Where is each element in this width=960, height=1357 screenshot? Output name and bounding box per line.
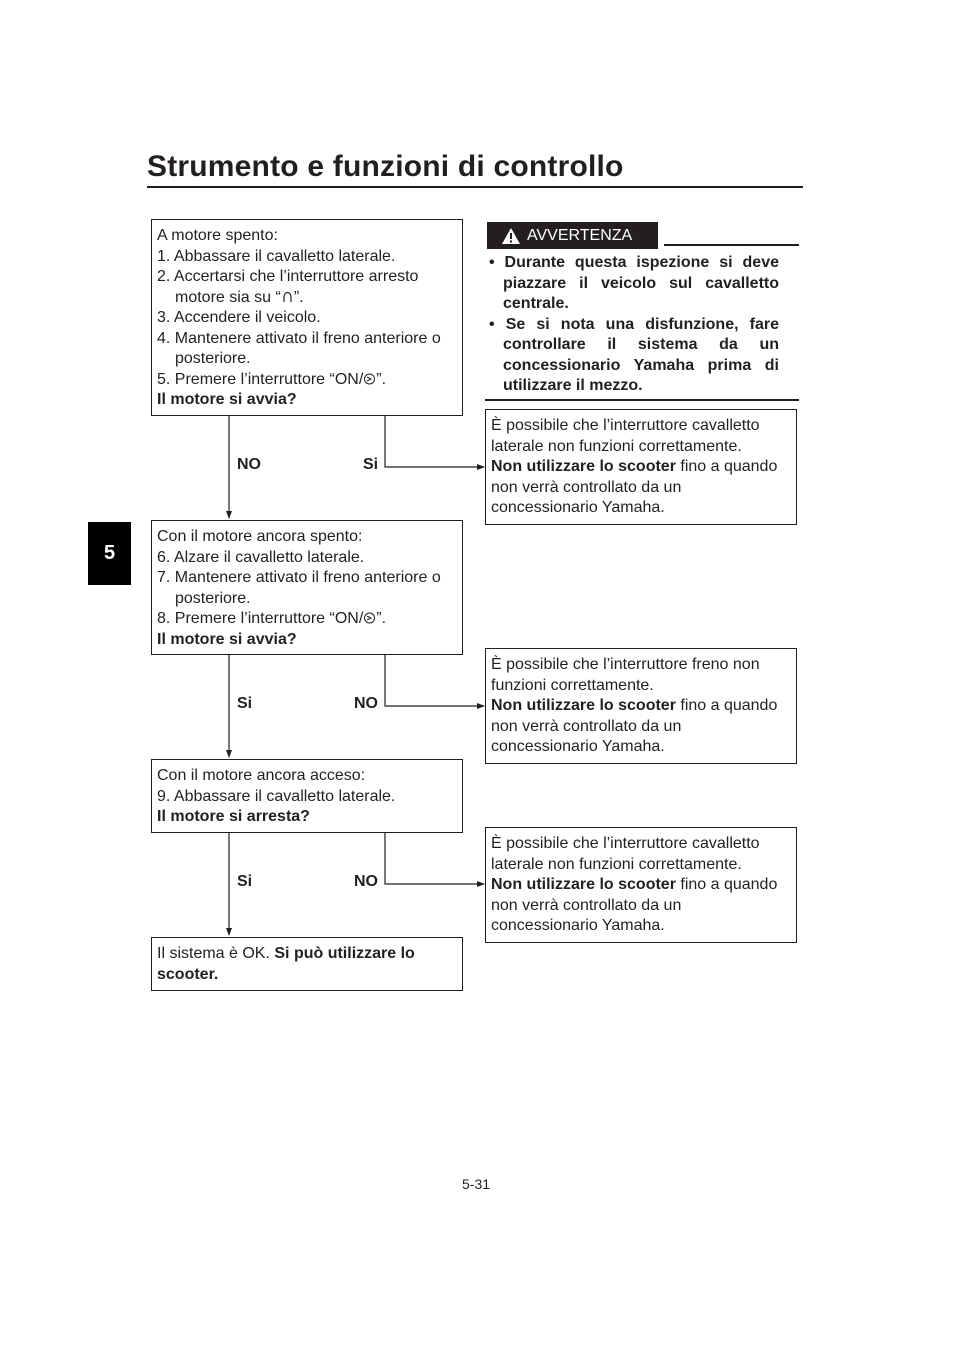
step3-item9: 9. Abbassare il cavalletto laterale. bbox=[157, 787, 396, 805]
arrow-step3-to-result3 bbox=[385, 833, 484, 884]
result1-line5: concessionario Yamaha. bbox=[491, 499, 665, 516]
start-switch-icon bbox=[363, 612, 376, 624]
result2-box bbox=[485, 648, 797, 764]
engine-stop-run-icon bbox=[281, 291, 294, 303]
step4-box bbox=[151, 937, 463, 991]
step2-no-label: NO bbox=[354, 695, 378, 712]
warning-label: AVVERTENZA bbox=[527, 226, 633, 244]
page-title: Strumento e funzioni di controllo bbox=[147, 150, 624, 183]
warning-rule bbox=[664, 244, 799, 246]
step1-box bbox=[151, 219, 463, 416]
step2-box bbox=[151, 520, 463, 655]
warning-badge bbox=[487, 222, 658, 249]
warning-triangle-icon bbox=[501, 227, 521, 245]
step1-si-label: Si bbox=[363, 456, 379, 473]
step2-item7: 7. Mantenere attivato il freno anteriore o bbox=[157, 569, 441, 586]
step2-item6: 6. Alzare il cavalletto laterale. bbox=[157, 548, 365, 566]
step3-no-label: NO bbox=[354, 873, 378, 890]
step1-item4-cont: posteriore. bbox=[175, 350, 251, 367]
step4-bold: Si può utilizzare lo scooter. bbox=[157, 945, 415, 983]
result1-line4: non verrà controllato da un bbox=[491, 478, 682, 496]
step1-question: Il motore si avvia? bbox=[157, 391, 297, 408]
result1-line3: Non utilizzare lo scooter fino a quando bbox=[491, 458, 778, 475]
result3-line1: È possibile che l’interruttore cavalletto bbox=[491, 835, 760, 852]
step1-item2: 2. Accertarsi che l’interruttore arresto bbox=[157, 268, 419, 285]
step1-intro: A motore spento: bbox=[157, 227, 278, 244]
step1-no-label: NO bbox=[237, 456, 261, 473]
step1-item3: 3. Accendere il veicolo. bbox=[157, 309, 321, 326]
result2-line3: Non utilizzare lo scooter fino a quando bbox=[491, 697, 778, 714]
result3-line5: concessionario Yamaha. bbox=[491, 917, 665, 934]
result1-line2: laterale non funzioni correttamente. bbox=[491, 437, 742, 455]
page-number: 5-31 bbox=[462, 1176, 491, 1192]
result3-line3: Non utilizzare lo scooter fino a quando bbox=[491, 876, 778, 893]
step3-intro: Con il motore ancora acceso: bbox=[157, 767, 366, 784]
step1-item4: 4. Mantenere attivato il freno anteriore o bbox=[157, 329, 441, 347]
warning-text bbox=[489, 253, 779, 397]
step1-item2-cont: motore sia su “ ”. bbox=[175, 288, 304, 306]
warning-bottom-rule bbox=[485, 399, 799, 401]
result2-line4: non verrà controllato da un bbox=[491, 717, 682, 735]
arrow-step2-to-result2 bbox=[385, 655, 484, 706]
result1-box bbox=[485, 409, 797, 525]
start-switch-icon bbox=[363, 373, 376, 385]
step3-question: Il motore si arresta? bbox=[157, 808, 310, 825]
result1-line1: È possibile che l’interruttore cavalletto bbox=[491, 417, 760, 434]
arrow-step1-to-result1 bbox=[385, 416, 484, 467]
step1-item1: 1. Abbassare il cavalletto laterale. bbox=[157, 247, 396, 265]
warning-item-2: • Se si nota una disfunzione, fare controllare il sistema da un concessionario Yamaha prima di utilizzare il mezzo. bbox=[489, 315, 779, 394]
result2-line5: concessionario Yamaha. bbox=[491, 738, 665, 755]
result2-line2: funzioni correttamente. bbox=[491, 676, 654, 694]
result3-line4: non verrà controllato da un bbox=[491, 896, 682, 914]
result3-box bbox=[485, 827, 797, 943]
step1-item5: 5. Premere l’interruttore “ON/ ”. bbox=[157, 370, 387, 388]
step2-question: Il motore si avvia? bbox=[157, 630, 297, 648]
result3-line2: laterale non funzioni correttamente. bbox=[491, 855, 742, 873]
step2-item8: 8. Premere l’interruttore “ON/ ”. bbox=[157, 610, 387, 627]
warning-item-1: • Durante questa ispezione si deve piazzare il veicolo sul cavalletto centrale. bbox=[489, 254, 779, 312]
step2-intro: Con il motore ancora spento: bbox=[157, 528, 363, 545]
step2-item7-cont: posteriore. bbox=[175, 589, 251, 607]
step3-si-label: Si bbox=[237, 873, 253, 890]
step2-si-label: Si bbox=[237, 695, 253, 712]
result2-line1: È possibile che l’interruttore freno non bbox=[491, 656, 760, 673]
chapter-tab: 5 bbox=[88, 522, 131, 585]
step4-text: Il sistema è OK. bbox=[157, 945, 270, 962]
step3-box bbox=[151, 759, 463, 833]
